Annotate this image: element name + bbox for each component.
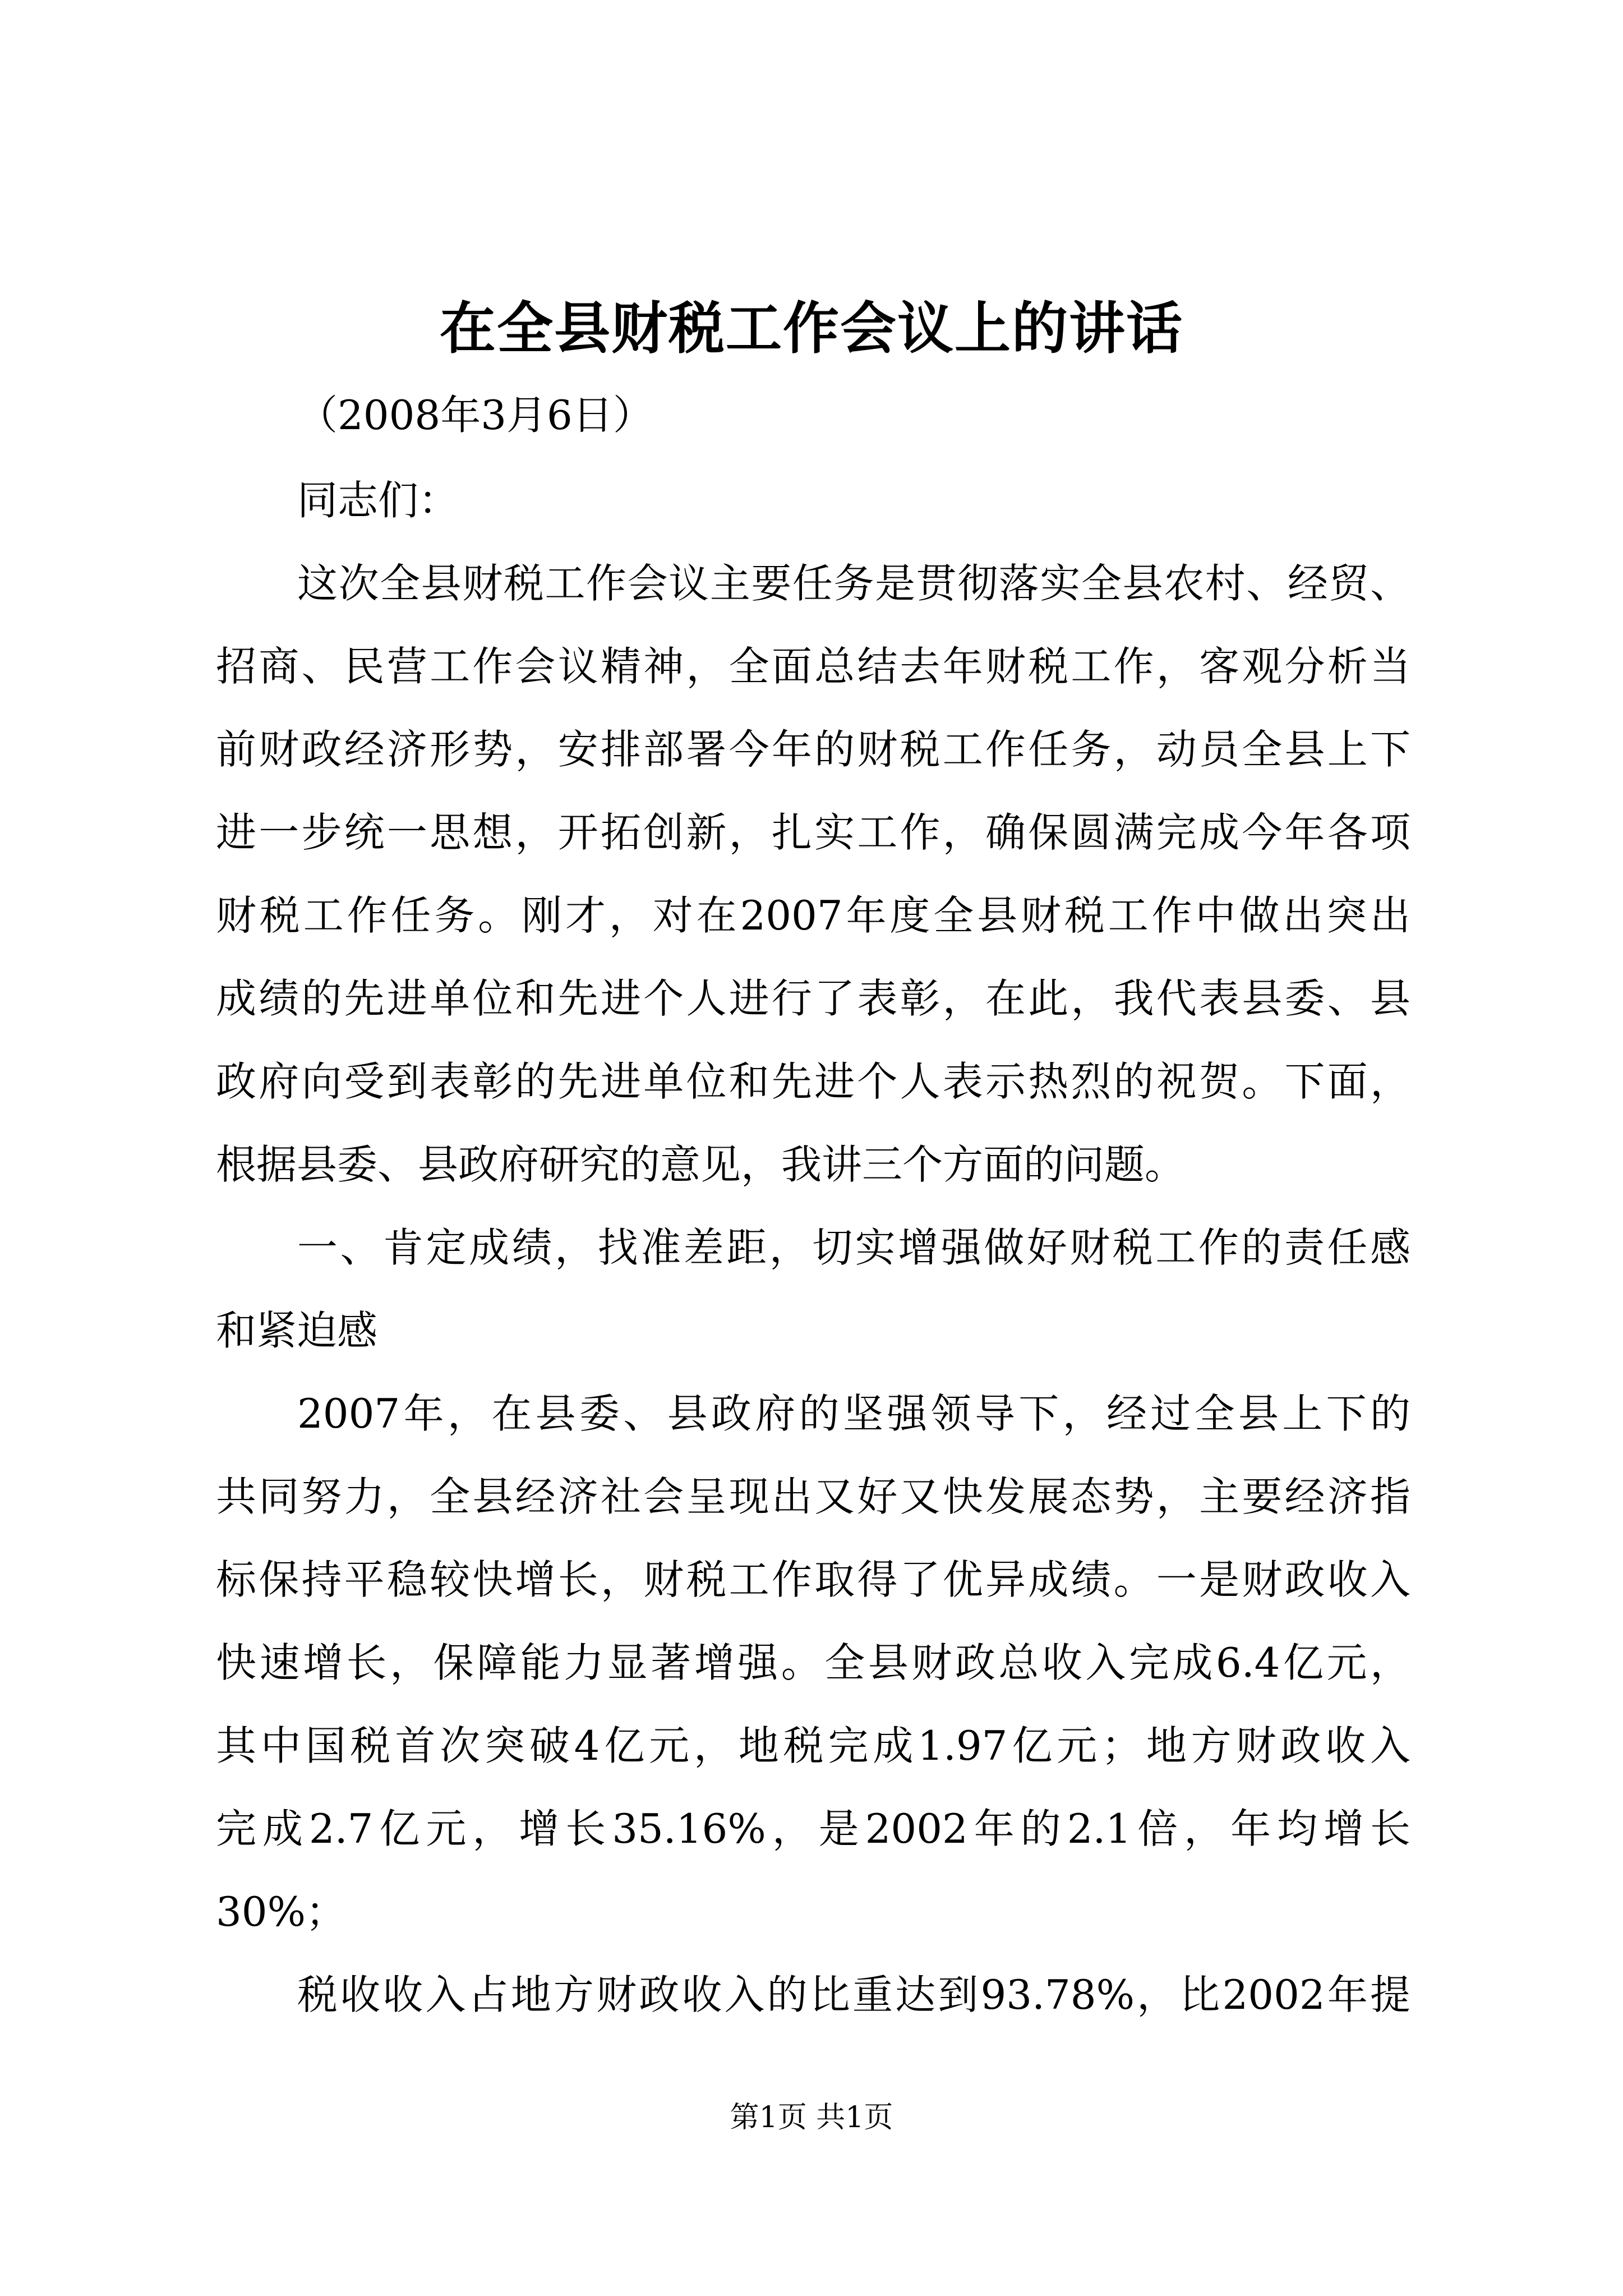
salutation: 同志们： bbox=[297, 477, 459, 524]
body-line: 政府向受到表彰的先进单位和先进个人表示热烈的祝贺。下面， bbox=[216, 1058, 1410, 1105]
page-number: 第1页 共1页 bbox=[730, 2101, 893, 2134]
body-line: 进一步统一思想，开拓创新，扎实工作，确保圆满完成今年各项 bbox=[216, 809, 1410, 856]
section-heading: 一、肯定成绩，找准差距，切实增强做好财税工作的责任感 bbox=[297, 1224, 1410, 1271]
body-line: 税收收入占地方财政收入的比重达到93.78%，比2002年提 bbox=[297, 1971, 1410, 2018]
body-line: 财税工作任务。刚才，对在2007年度全县财税工作中做出突出 bbox=[216, 892, 1410, 939]
body-line: 2007年，在县委、县政府的坚强领导下，经过全县上下的 bbox=[297, 1390, 1410, 1437]
body-line: 其中国税首次突破4亿元，地税完成1.97亿元；地方财政收入 bbox=[216, 1722, 1410, 1769]
body-line: 30%； bbox=[216, 1888, 347, 1935]
body-line: 共同努力，全县经济社会呈现出又好又快发展态势，主要经济指 bbox=[216, 1473, 1410, 1520]
speech-date: （2008年3月6日） bbox=[297, 392, 653, 439]
body-line: 完成2.7亿元，增长35.16%，是2002年的2.1倍，年均增长 bbox=[216, 1805, 1410, 1852]
body-line: 前财政经济形势，安排部署今年的财税工作任务，动员全县上下 bbox=[216, 726, 1410, 773]
body-line: 根据县委、县政府研究的意见，我讲三个方面的问题。 bbox=[216, 1141, 1186, 1188]
body-line: 招商、民营工作会议精神，全面总结去年财税工作，客观分析当 bbox=[216, 643, 1410, 690]
body-line: 标保持平稳较快增长，财税工作取得了优异成绩。一是财政收入 bbox=[216, 1556, 1410, 1603]
body-line: 快速增长，保障能力显著增强。全县财政总收入完成6.4亿元， bbox=[216, 1639, 1410, 1686]
body-line: 成绩的先进单位和先进个人进行了表彰，在此，我代表县委、县 bbox=[216, 975, 1410, 1022]
section-heading: 和紧迫感 bbox=[216, 1307, 378, 1354]
page-title: 在全县财税工作会议上的讲话 bbox=[440, 295, 1183, 361]
body-line: 这次全县财税工作会议主要任务是贯彻落实全县农村、经贸、 bbox=[297, 560, 1410, 607]
